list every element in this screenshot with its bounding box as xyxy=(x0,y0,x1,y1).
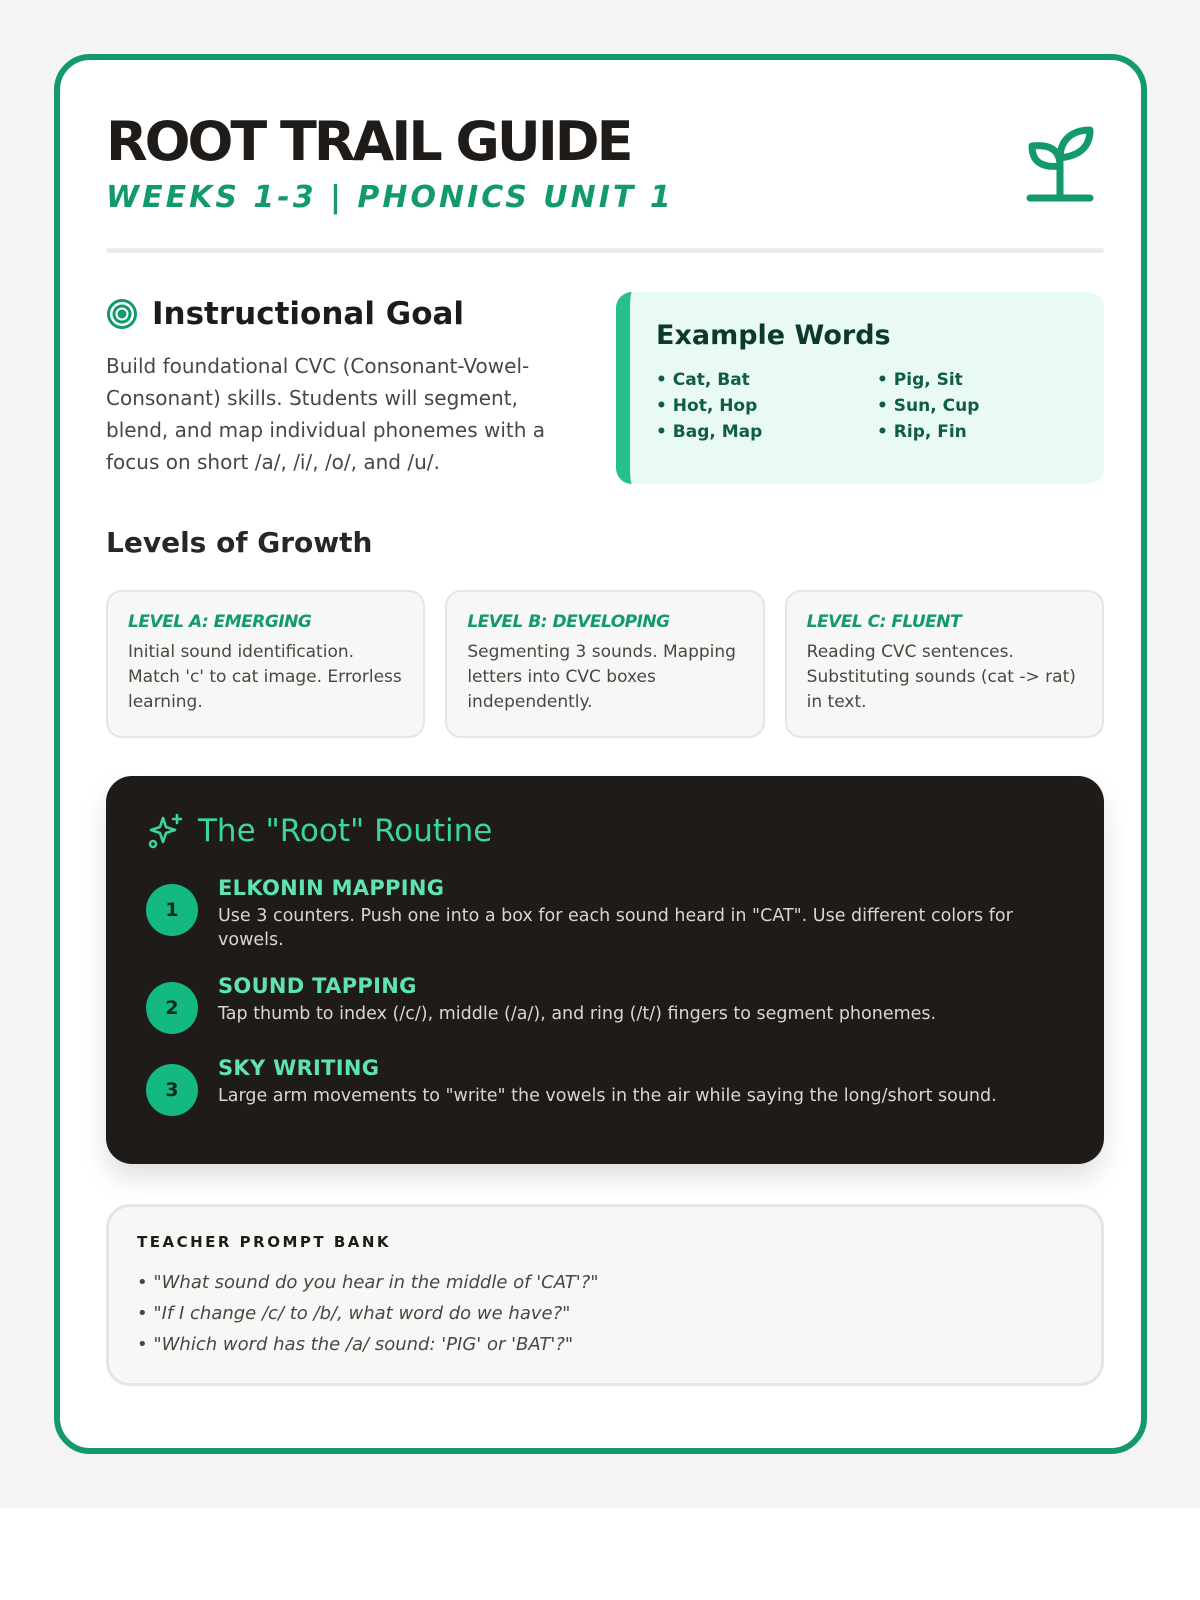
prompt-item: • "Which word has the /a/ sound: 'PIG' or 'BAT'?" xyxy=(137,1334,574,1355)
example-word: • Sun, Cup xyxy=(877,396,980,416)
prompt-item: • "What sound do you hear in the middle of 'CAT'?" xyxy=(137,1272,599,1293)
sprout-icon xyxy=(1020,122,1100,206)
step-text: Tap thumb to index (/c/), middle (/a/), and ring (/t/) fingers to segment phonemes. xyxy=(218,1004,937,1024)
step-body xyxy=(218,974,936,1034)
instructional-goal-header xyxy=(106,296,464,332)
level-title: LEVEL B: DEVELOPING xyxy=(467,612,670,632)
page-subtitle: WEEKS 1-3 | PHONICS UNIT 1 xyxy=(106,180,674,215)
routine-step xyxy=(146,1056,1064,1116)
levels-row xyxy=(106,590,1104,738)
routine-step xyxy=(146,876,1064,952)
guide-card xyxy=(54,54,1147,1454)
level-card-b xyxy=(445,590,764,738)
instructional-goal-text: Build foundational CVC (Consonant-Vowel-Consonant) skills. Students will segment, blend, and map individual phonemes with a focus on short /a/, /i/, /o/, and /u/. xyxy=(106,354,546,474)
target-icon xyxy=(106,298,138,330)
level-text: Initial sound identification. Match 'c' to cat image. Errorless learning. xyxy=(128,642,402,712)
example-words-heading: Example Words xyxy=(656,320,891,351)
step-title: ELKONIN MAPPING xyxy=(218,876,445,900)
example-word: • Hot, Hop xyxy=(656,396,758,416)
step-body xyxy=(218,1056,997,1116)
example-word: • Pig, Sit xyxy=(877,370,963,390)
step-text: Use 3 counters. Push one into a box for each sound heard in "CAT". Use different colors for vowels. xyxy=(218,906,1013,950)
step-body xyxy=(218,876,1064,952)
teacher-prompt-bank xyxy=(106,1204,1104,1386)
level-text: Reading CVC sentences. Substituting sounds (cat -> rat) in text. xyxy=(806,642,1076,712)
page-title: ROOT TRAIL GUIDE xyxy=(106,110,631,173)
example-word: • Rip, Fin xyxy=(877,422,967,442)
step-text: Large arm movements to "write" the vowels in the air while saying the long/short sound. xyxy=(218,1086,997,1106)
example-word: • Bag, Map xyxy=(656,422,763,442)
routine-heading: The "Root" Routine xyxy=(198,813,493,849)
level-card-a xyxy=(106,590,425,738)
routine-step xyxy=(146,974,1064,1034)
level-text: Segmenting 3 sounds. Mapping letters into CVC boxes independently. xyxy=(467,642,736,712)
step-title: SKY WRITING xyxy=(218,1056,380,1080)
step-number-badge: 2 xyxy=(146,982,198,1034)
example-word: • Cat, Bat xyxy=(656,370,750,390)
example-words-list xyxy=(656,369,1078,443)
level-card-c xyxy=(785,590,1104,738)
prompt-item: • "If I change /c/ to /b/, what word do we have?" xyxy=(137,1303,571,1324)
example-words-box xyxy=(616,292,1104,484)
level-title: LEVEL C: FLUENT xyxy=(806,612,962,632)
step-number-badge: 3 xyxy=(146,1064,198,1116)
instructional-goal-heading: Instructional Goal xyxy=(152,296,465,332)
header-divider xyxy=(106,248,1104,253)
root-routine-panel xyxy=(106,776,1104,1164)
prompt-bank-heading: TEACHER PROMPT BANK xyxy=(137,1233,392,1251)
routine-header xyxy=(146,812,1064,850)
step-number-badge: 1 xyxy=(146,884,198,936)
levels-heading: Levels of Growth xyxy=(106,526,373,559)
level-title: LEVEL A: EMERGING xyxy=(128,612,312,632)
sparkles-icon xyxy=(146,812,184,850)
step-title: SOUND TAPPING xyxy=(218,974,417,998)
